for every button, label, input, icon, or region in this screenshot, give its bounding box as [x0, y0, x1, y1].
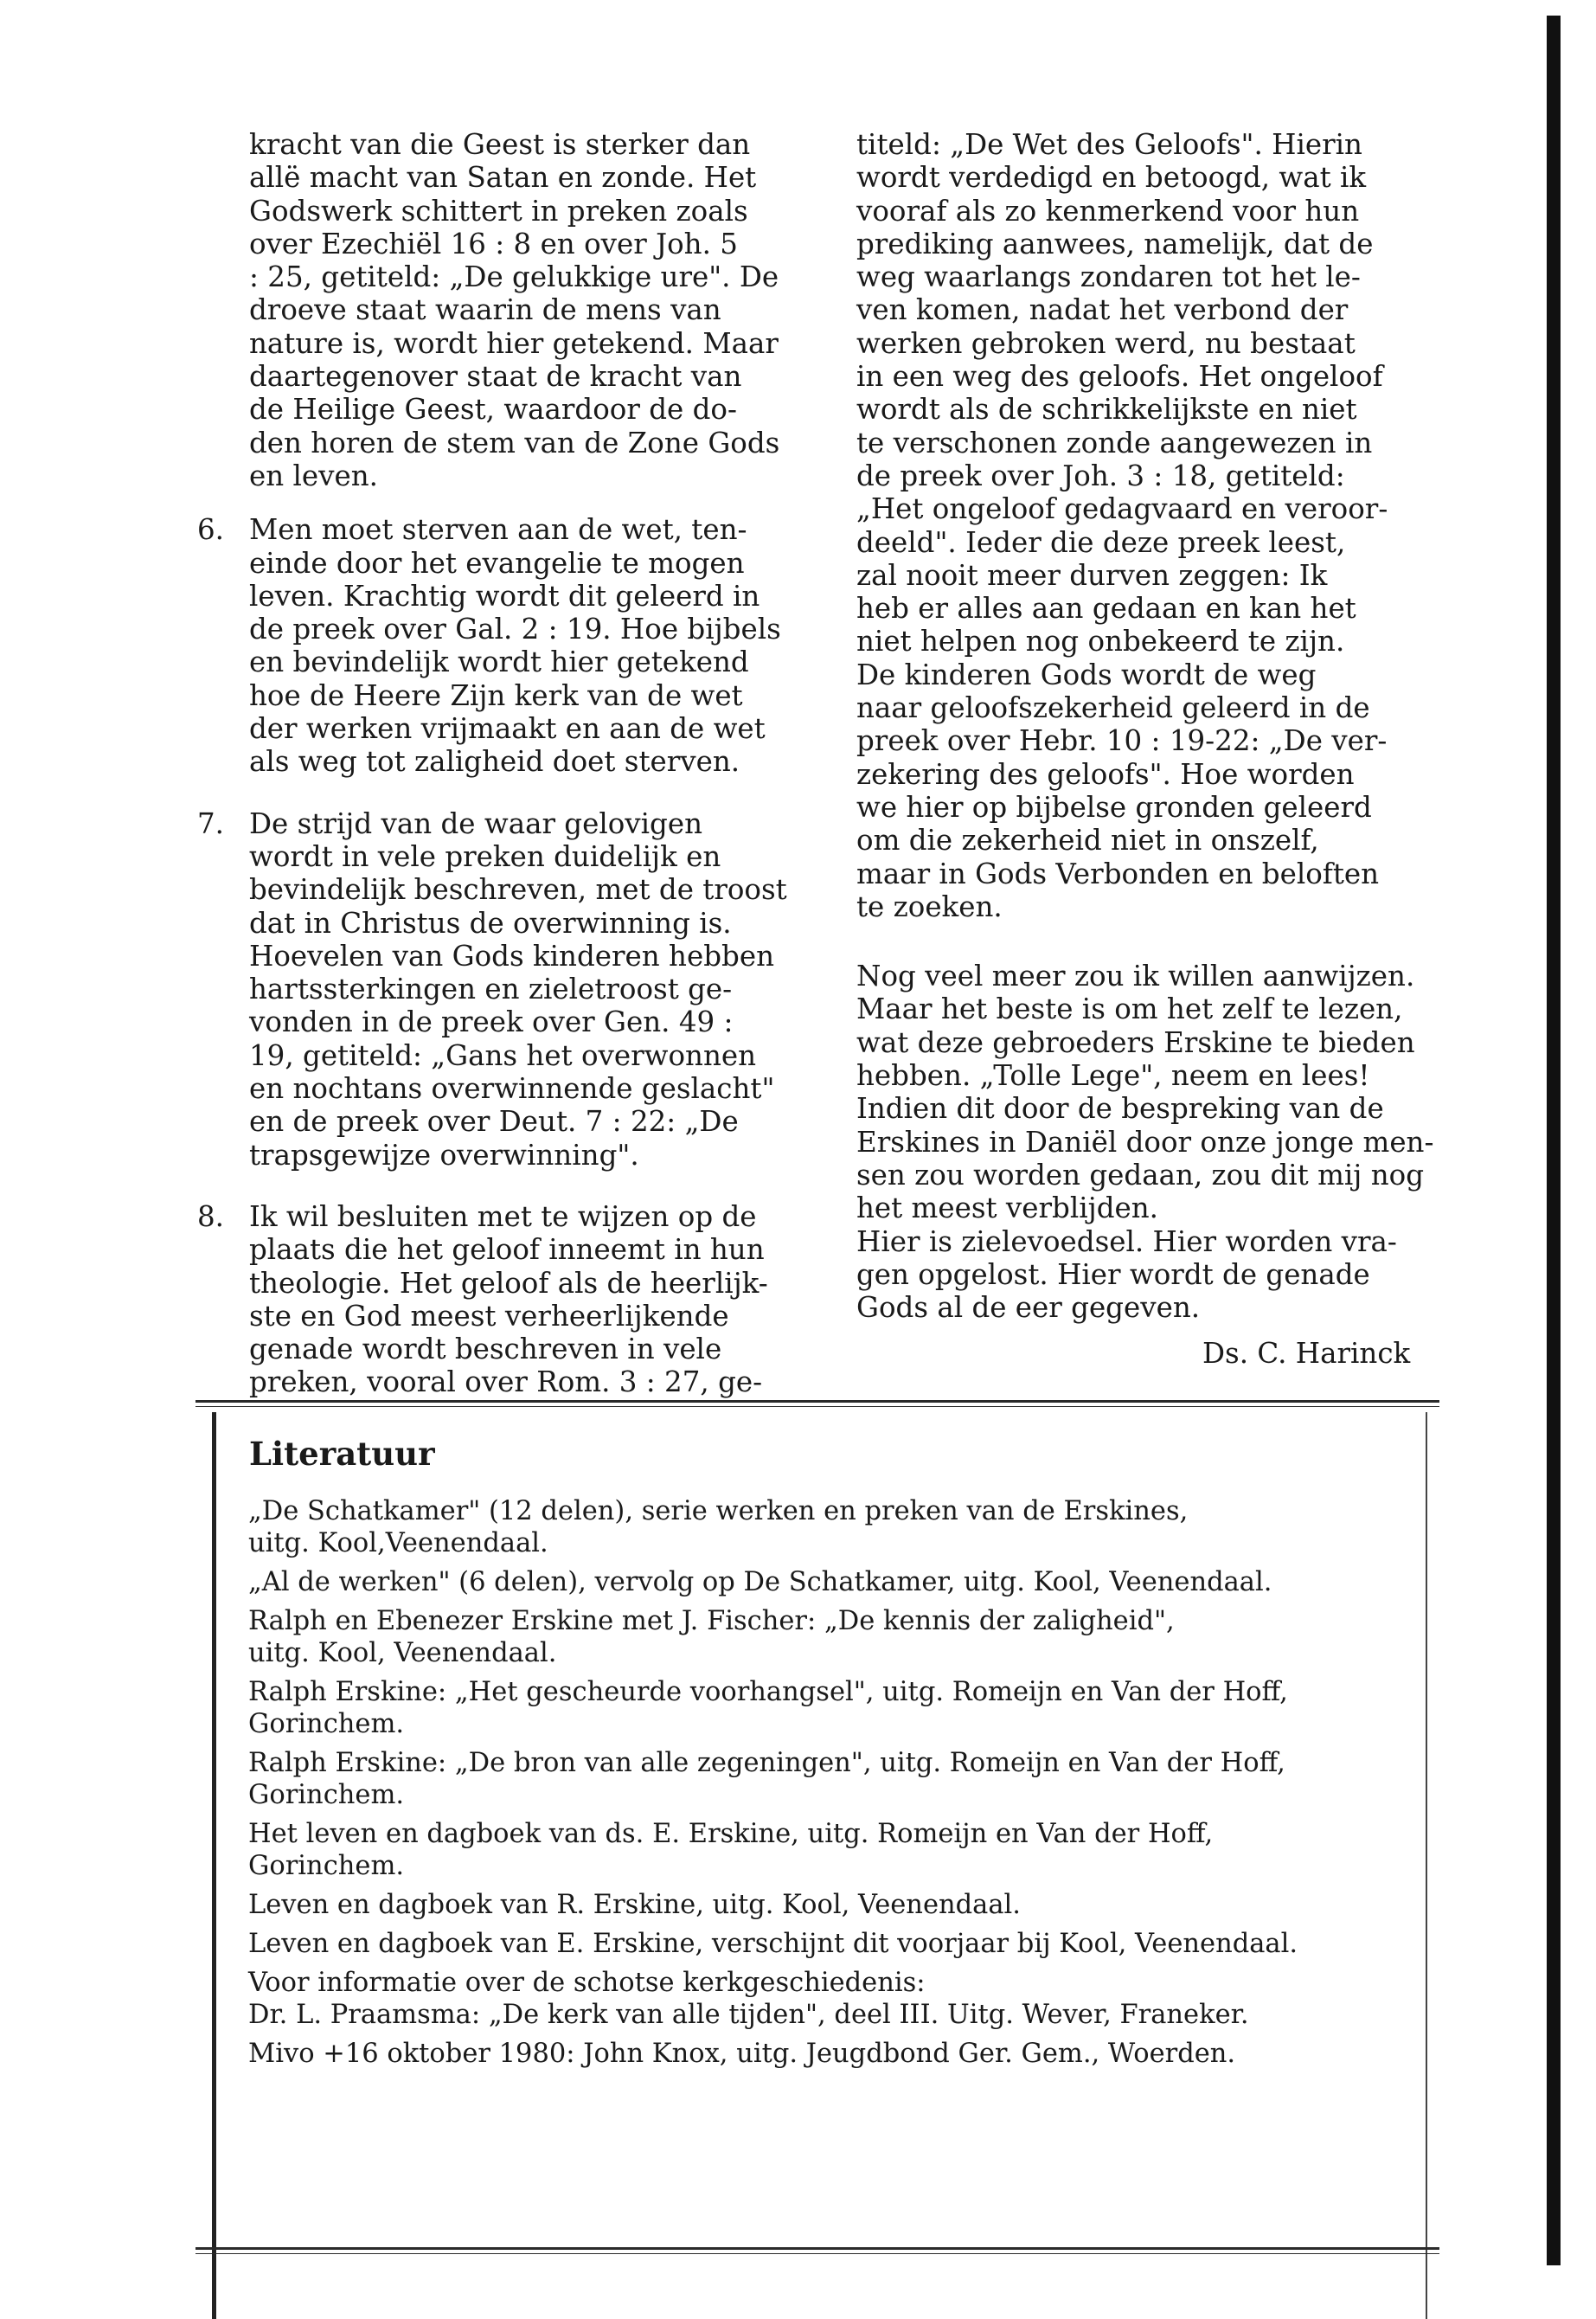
- text-line: kracht van die Geest is sterker dan: [249, 128, 751, 161]
- text-line: Men moet sterven aan de wet, ten-: [249, 513, 747, 547]
- text-line: „De Schatkamer" (12 delen), serie werken en preken van de Erskines,: [248, 1496, 1189, 1526]
- literature-heading: Literatuur: [249, 1435, 435, 1473]
- numbered-point-7: [197, 806, 787, 1172]
- text-line: Ik wil besluiten met te wijzen op de: [249, 1199, 757, 1233]
- text-line: in een weg des geloofs. Het ongeloof: [856, 360, 1383, 394]
- text-line: niet helpen nog onbekeerd te zijn.: [856, 625, 1345, 658]
- text-line: preken, vooral over Rom. 3 : 27, ge-: [249, 1365, 763, 1399]
- text-line: Ralph en Ebenezer Erskine met J. Fischer: „De kennis der zaligheid",: [248, 1606, 1175, 1636]
- text-line: Erskines in Daniël door onze jonge men-: [856, 1125, 1434, 1159]
- text-line: om die zekerheid niet in onszelf,: [856, 824, 1319, 858]
- text-line: Gods al de eer gegeven.: [856, 1291, 1201, 1325]
- text-line: allë macht van Satan en zonde. Het: [249, 161, 757, 195]
- text-line: wat deze gebroeders Erskine te bieden: [856, 1025, 1415, 1059]
- literature-entry: [248, 2038, 1425, 2070]
- closing-paragraph: [856, 960, 1436, 1324]
- text-line: de Heilige Geest, waardoor de do-: [249, 393, 737, 427]
- text-line: Hoevelen van Gods kinderen hebben: [249, 939, 774, 973]
- text-line: dat in Christus de overwinning is.: [249, 906, 732, 940]
- numbered-point-6: [197, 513, 785, 779]
- text-line: te zoeken.: [856, 890, 1003, 923]
- text-line: der werken vrijmaakt en aan de wet: [249, 712, 766, 746]
- text-line: wordt verdedigd en betoogd, wat ik: [856, 161, 1367, 195]
- text-line: over Ezechiël 16 : 8 en over Joh. 5: [249, 227, 738, 260]
- text-line: uitg. Kool,Veenendaal.: [248, 1528, 548, 1558]
- point-number: 6.: [197, 513, 225, 547]
- text-line: preek over Hebr. 10 : 19-22: „De ver-: [856, 724, 1388, 758]
- text-line: en bevindelijk wordt hier getekend: [249, 646, 749, 679]
- text-line: Indien dit door de bespreking van de: [856, 1092, 1384, 1126]
- text-line: Hier is zielevoedsel. Hier worden vra-: [856, 1224, 1397, 1258]
- text-line: Godswerk schittert in preken zoals: [249, 194, 748, 228]
- text-line: gen opgelost. Hier wordt de genade: [856, 1257, 1370, 1291]
- text-line: en leven.: [249, 459, 378, 492]
- literature-entry: [248, 1999, 1425, 2031]
- divider-line-top-thin: [195, 1406, 1439, 1407]
- text-line: theologie. Het geloof als de heerlijk-: [249, 1266, 768, 1300]
- text-line: als weg tot zaligheid doet sterven.: [249, 745, 740, 779]
- right-continuation-paragraph: [856, 128, 1436, 923]
- right-column: [856, 128, 1436, 1324]
- text-line: vooraf als zo kenmerkend voor hun: [856, 194, 1360, 228]
- text-line: De strijd van de waar gelovigen: [249, 806, 703, 840]
- literature-entry: [248, 1495, 1425, 1559]
- literature-entry: [248, 1928, 1425, 1960]
- literature-entry: [248, 1967, 1425, 1999]
- text-line: : 25, getiteld: „De gelukkige ure". De: [249, 260, 779, 294]
- text-line: hoe de Heere Zijn kerk van de wet: [249, 678, 743, 712]
- text-line: en de preek over Deut. 7 : 22: „De: [249, 1105, 739, 1139]
- text-line: naar geloofszekerheid geleerd in de: [856, 691, 1370, 725]
- divider-line-top: [195, 1400, 1439, 1403]
- text-line: heb er alles aan gedaan en kan het: [856, 592, 1356, 626]
- literature-entry: [248, 1889, 1425, 1921]
- text-line: werken gebroken werd, nu bestaat: [856, 326, 1356, 360]
- text-line: daartegenover staat de kracht van: [249, 360, 742, 394]
- text-line: ven komen, nadat het verbond der: [856, 293, 1349, 327]
- text-line: het meest verblijden.: [856, 1192, 1159, 1225]
- text-line: Nog veel meer zou ik willen aanwijzen.: [856, 960, 1415, 993]
- text-line: de preek over Gal. 2 : 19. Hoe bijbels: [249, 613, 781, 646]
- literature-entry: [248, 1818, 1425, 1882]
- text-line: plaats die het geloof inneemt in hun: [249, 1233, 765, 1267]
- text-line: te verschonen zonde aangewezen in: [856, 426, 1373, 459]
- text-line: Ralph Erskine: „De bron van alle zegeningen", uitg. Romeijn en Van der Hoff,: [248, 1748, 1285, 1778]
- text-line: en nochtans overwinnende geslacht": [249, 1072, 775, 1106]
- numbered-point-8: [197, 1199, 785, 1399]
- text-line: Dr. L. Praamsma: „De kerk van alle tijden", deel III. Uitg. Wever, Franeker.: [248, 2000, 1249, 2030]
- text-line: 19, getiteld: „Gans het overwonnen: [249, 1038, 757, 1072]
- point-number: 7.: [197, 806, 225, 840]
- text-line: Voor informatie over de schotse kerkgeschiedenis:: [248, 1968, 926, 1998]
- text-line: wordt als de schrikkelijkste en niet: [856, 393, 1357, 427]
- text-line: Gorinchem.: [248, 1851, 405, 1881]
- text-line: Mivo +16 oktober 1980: John Knox, uitg. Jeugdbond Ger. Gem., Woerden.: [248, 2039, 1236, 2069]
- text-line: einde door het evangelie te mogen: [249, 546, 745, 580]
- text-line: deeld". Ieder die deze preek leest,: [856, 525, 1346, 559]
- text-line: wordt in vele preken duidelijk en: [249, 839, 721, 873]
- text-line: uitg. Kool, Veenendaal.: [248, 1638, 557, 1668]
- text-line: titeld: „De Wet des Geloofs". Hierin: [856, 128, 1362, 161]
- text-line: weg waarlangs zondaren tot het le-: [856, 260, 1361, 294]
- text-line: prediking aanwees, namelijk, dat de: [856, 227, 1374, 260]
- text-line: sen zou worden gedaan, zou dit mij nog: [856, 1158, 1424, 1192]
- divider-line-bottom-thin: [195, 2253, 1439, 2254]
- left-column: [197, 128, 787, 1428]
- text-line: we hier op bijbelse gronden geleerd: [856, 790, 1372, 824]
- text-line: genade wordt beschreven in vele: [249, 1333, 722, 1366]
- text-line: leven. Krachtig wordt dit geleerd in: [249, 579, 760, 613]
- text-line: maar in Gods Verbonden en beloften: [856, 857, 1380, 890]
- text-line: hebben. „Tolle Lege", neem en lees!: [856, 1059, 1370, 1093]
- text-line: vonden in de preek over Gen. 49 :: [249, 1005, 734, 1039]
- text-line: bevindelijk beschreven, met de troost: [249, 873, 787, 907]
- author-signature: Ds. C. Harinck: [1202, 1337, 1411, 1370]
- text-line: Leven en dagboek van E. Erskine, verschijnt dit voorjaar bij Kool, Veenendaal.: [248, 1929, 1298, 1959]
- text-line: zal nooit meer durven zeggen: Ik: [856, 558, 1328, 592]
- text-line: Gorinchem.: [248, 1709, 405, 1739]
- left-intro-paragraph: [249, 128, 785, 492]
- literature-entry: [248, 1605, 1425, 1669]
- text-line: zekering des geloofs". Hoe worden: [856, 757, 1355, 791]
- text-line: Ralph Erskine: „Het gescheurde voorhangsel", uitg. Romeijn en Van der Hoff,: [248, 1677, 1288, 1707]
- text-line: Gorinchem.: [248, 1780, 405, 1810]
- text-line: nature is, wordt hier getekend. Maar: [249, 326, 779, 360]
- text-line: droeve staat waarin de mens van: [249, 293, 721, 327]
- literature-entry: [248, 1566, 1425, 1598]
- text-line: trapsgewijze overwinning".: [249, 1138, 639, 1172]
- text-line: ste en God meest verheerlijkende: [249, 1299, 729, 1333]
- text-line: Leven en dagboek van R. Erskine, uitg. Kool, Veenendaal.: [248, 1890, 1021, 1920]
- page-edge-bar: [1547, 16, 1561, 2265]
- text-line: De kinderen Gods wordt de weg: [856, 658, 1317, 691]
- text-line: Maar het beste is om het zelf te lezen,: [856, 992, 1403, 1026]
- divider-line-bottom: [195, 2247, 1439, 2250]
- text-line: „Het ongeloof gedagvaard en veroor-: [856, 492, 1388, 526]
- text-line: hartssterkingen en zieletroost ge-: [249, 973, 733, 1006]
- literature-entry: [248, 1676, 1425, 1740]
- text-line: den horen de stem van de Zone Gods: [249, 426, 780, 459]
- text-line: Het leven en dagboek van ds. E. Erskine, uitg. Romeijn en Van der Hoff,: [248, 1819, 1214, 1849]
- literature-list: [248, 1495, 1425, 2077]
- text-line: „Al de werken" (6 delen), vervolg op De Schatkamer, uitg. Kool, Veenendaal.: [248, 1567, 1272, 1597]
- point-number: 8.: [197, 1199, 225, 1233]
- text-line: de preek over Joh. 3 : 18, getiteld:: [856, 459, 1345, 492]
- literature-entry: [248, 1747, 1425, 1811]
